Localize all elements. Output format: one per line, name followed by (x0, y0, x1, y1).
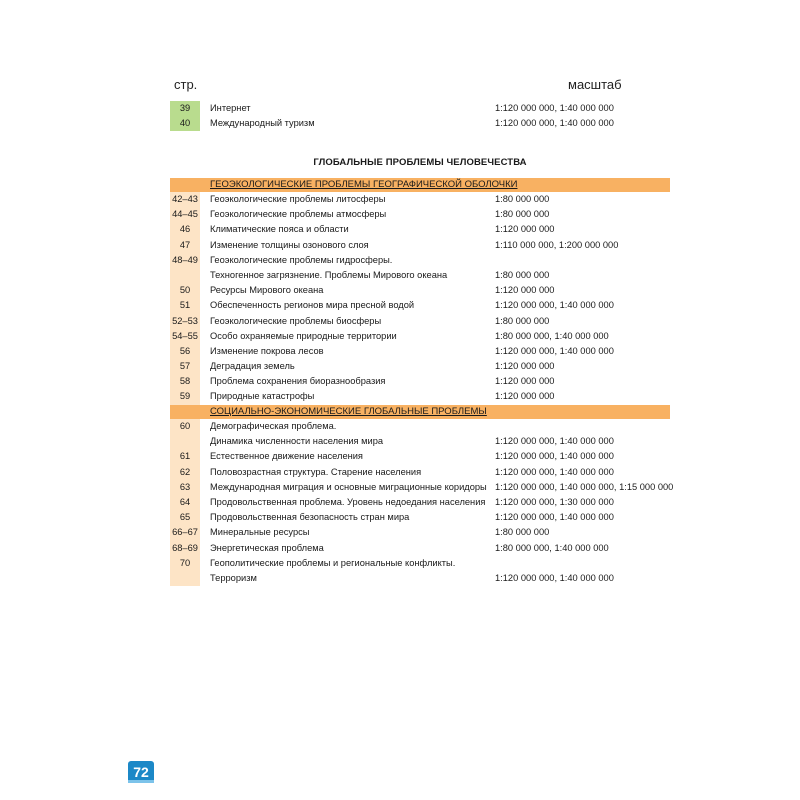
map-title-cell: Геоэкологические проблемы гидросферы. (210, 254, 393, 265)
section-title: ГЛОБАЛЬНЫЕ ПРОБЛЕМЫ ЧЕЛОВЕЧЕСТВА (313, 157, 527, 168)
map-title-cell: Международный туризм (210, 118, 315, 129)
map-title-cell: Динамика численности населения мира (210, 436, 384, 447)
table-row (170, 449, 670, 464)
map-title-cell: Половозрастная структура. Старение населения (210, 466, 422, 477)
page-number-cell: 59 (170, 389, 200, 404)
page-number-cell: 68–69 (170, 541, 200, 556)
page-number-cell: 65 (170, 510, 200, 525)
map-title-cell: Природные катастрофы (210, 391, 315, 402)
map-title-cell: Продовольственная проблема. Уровень недоедания населения (210, 496, 486, 507)
map-scale-cell: 1:120 000 000 (495, 224, 555, 235)
map-title-cell: Минеральные ресурсы (210, 527, 310, 538)
page-number-cell: 70 (170, 556, 200, 571)
map-title-cell: Продовольственная безопасность стран мира (210, 512, 410, 523)
table-row (170, 359, 670, 374)
geoecology-block (170, 178, 670, 405)
page-number-cell: 42–43 (170, 192, 200, 207)
page-number-cell: 51 (170, 298, 200, 313)
map-scale-cell: 1:120 000 000, 1:40 000 000 (495, 300, 614, 311)
page-number-cell: 58 (170, 374, 200, 389)
table-row (170, 465, 670, 480)
page-number-cell: 46 (170, 222, 200, 237)
table-row (170, 480, 674, 495)
table-row (170, 192, 670, 207)
table-row (170, 495, 670, 510)
table-row (170, 222, 670, 237)
page-number-cell: 44–45 (170, 207, 200, 222)
page-number-cell: 56 (170, 344, 200, 359)
map-scale-cell: 1:120 000 000, 1:40 000 000 (495, 512, 614, 523)
map-scale-cell: 1:120 000 000, 1:40 000 000 (495, 466, 614, 477)
socioeconomic-block (170, 405, 674, 586)
page-number-cell: 50 (170, 283, 200, 298)
map-scale-cell: 1:80 000 000, 1:40 000 000 (495, 330, 609, 341)
table-row (170, 434, 670, 449)
map-scale-cell: 1:80 000 000 (495, 527, 550, 538)
page-number-badge: 72 (128, 761, 154, 783)
socioeconomic-heading-label: СОЦИАЛЬНО-ЭКОНОМИЧЕСКИЕ ГЛОБАЛЬНЫЕ ПРОБЛЕМЫ (210, 406, 487, 417)
map-title-cell: Изменение толщины озонового слоя (210, 239, 369, 250)
map-title-cell: Естественное движение населения (210, 451, 363, 462)
table-row (170, 419, 670, 434)
map-scale-cell: 1:120 000 000, 1:40 000 000 (495, 345, 614, 356)
page-number-cell: 48–49 (170, 253, 200, 268)
table-row (170, 525, 670, 540)
map-scale-cell: 1:110 000 000, 1:200 000 000 (495, 239, 619, 250)
map-scale-cell: 1:80 000 000 (495, 269, 550, 280)
table-row (170, 298, 670, 313)
page-number-cell: 63 (170, 480, 200, 495)
socioeconomic-heading (170, 405, 670, 419)
page-number-cell: 60 (170, 419, 200, 434)
map-scale-cell: 1:120 000 000, 1:30 000 000 (495, 496, 614, 507)
map-scale-cell: 1:80 000 000 (495, 194, 550, 204)
page-number-cell (170, 571, 200, 586)
map-scale-cell: 1:120 000 000, 1:40 000 000, 1:15 000 000 (495, 481, 674, 492)
map-scale-cell: 1:80 000 000 (495, 209, 550, 220)
page-number-cell: 52–53 (170, 314, 200, 329)
map-title-cell: Демографическая проблема. (210, 421, 337, 431)
page-number-cell: 39 (170, 101, 200, 116)
page-number-cell: 57 (170, 359, 200, 374)
scale-column-header: масштаб (568, 77, 622, 92)
page-number-cell: 66–67 (170, 525, 200, 540)
page-number-cell: 61 (170, 449, 200, 464)
map-scale-cell: 1:80 000 000, 1:40 000 000 (495, 542, 609, 553)
page-number-cell: 62 (170, 465, 200, 480)
table-row (170, 207, 670, 222)
map-title-cell: Международная миграция и основные миграционные коридоры (210, 481, 487, 492)
map-scale-cell: 1:80 000 000 (495, 315, 550, 326)
geoecology-heading-label: ГЕОЭКОЛОГИЧЕСКИЕ ПРОБЛЕМЫ ГЕОГРАФИЧЕСКОЙ ОБОЛОЧКИ (210, 179, 518, 190)
page-number-cell (170, 434, 200, 449)
top-rows (170, 101, 670, 131)
table-row (170, 374, 670, 389)
map-title-cell: Техногенное загрязнение. Проблемы Мирового океана (210, 269, 448, 280)
map-scale-cell: 1:120 000 000, 1:40 000 000 (495, 572, 614, 583)
map-title-cell: Энергетическая проблема (210, 542, 324, 553)
map-scale-cell: 1:120 000 000, 1:40 000 000 (495, 451, 614, 462)
table-row (170, 116, 670, 131)
map-scale-cell: 1:120 000 000, 1:40 000 000 (495, 118, 614, 129)
map-title-cell: Изменение покрова лесов (210, 345, 324, 356)
table-row (170, 389, 670, 404)
table-row (170, 329, 670, 344)
table-row (170, 556, 670, 571)
table-row (170, 101, 670, 116)
map-scale-cell: 1:120 000 000 (495, 285, 555, 296)
page-number-cell: 47 (170, 238, 200, 253)
table-row (170, 283, 670, 298)
table-row (170, 510, 670, 525)
map-title-cell: Геоэкологические проблемы биосферы (210, 315, 382, 326)
table-row (170, 268, 670, 283)
map-title-cell: Геоэкологические проблемы литосферы (210, 194, 386, 204)
map-scale-cell: 1:120 000 000 (495, 391, 555, 402)
page-number-cell: 54–55 (170, 329, 200, 344)
page-number-cell: 64 (170, 495, 200, 510)
map-title-cell: Обеспеченность регионов мира пресной водой (210, 300, 415, 311)
map-title-cell: Геоэкологические проблемы атмосферы (210, 209, 387, 220)
map-title-cell: Деградация земель (210, 361, 295, 372)
table-row (170, 571, 670, 586)
map-scale-cell: 1:120 000 000, 1:40 000 000 (495, 436, 614, 447)
map-title-cell: Геополитические проблемы и региональные конфликты. (210, 557, 456, 568)
table-row (170, 314, 670, 329)
table-row (170, 253, 670, 268)
page-column-header: стр. (174, 77, 198, 92)
table-row (170, 541, 670, 556)
table-row (170, 344, 670, 359)
map-title-cell: Климатические пояса и области (210, 224, 349, 235)
map-title-cell: Терроризм (210, 572, 257, 583)
map-scale-cell: 1:120 000 000 (495, 361, 555, 372)
map-scale-cell: 1:120 000 000, 1:40 000 000 (495, 103, 614, 113)
map-title-cell: Проблема сохранения биоразнообразия (210, 376, 386, 387)
page-number-cell: 40 (170, 116, 200, 131)
map-scale-cell: 1:120 000 000 (495, 376, 555, 387)
map-title-cell: Интернет (210, 103, 251, 113)
map-title-cell: Ресурсы Мирового океана (210, 285, 324, 296)
table-row (170, 238, 670, 253)
page-number-cell (170, 268, 200, 283)
geoecology-heading (170, 178, 670, 192)
map-title-cell: Особо охраняемые природные территории (210, 330, 397, 341)
